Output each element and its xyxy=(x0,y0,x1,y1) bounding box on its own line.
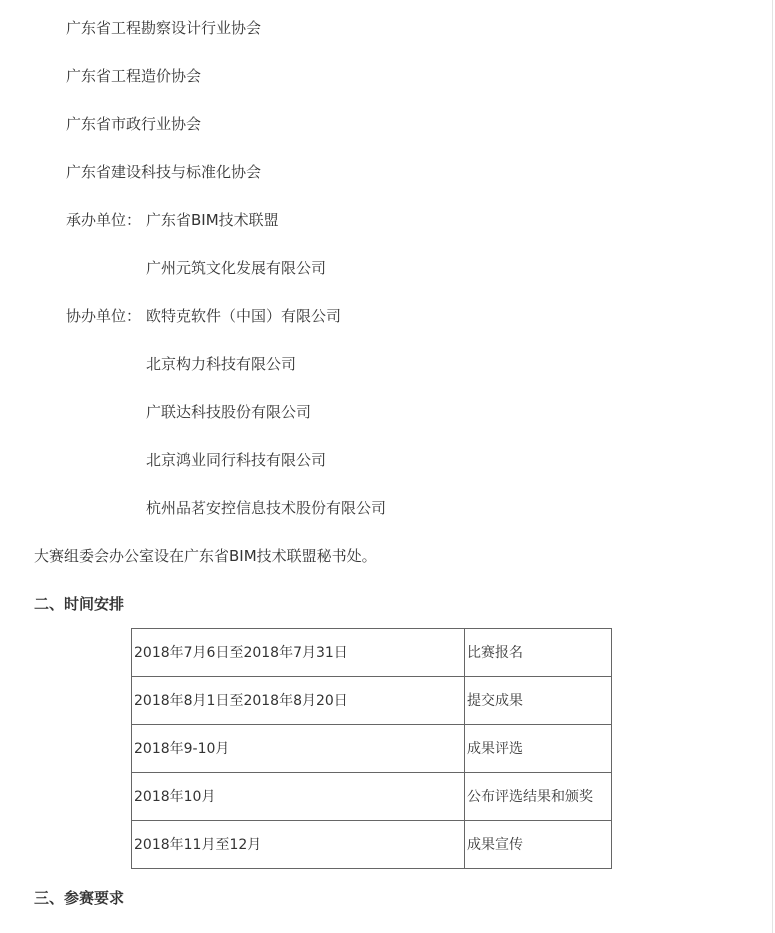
schedule-heading: 二、时间安排 xyxy=(34,595,125,613)
schedule-date-cell: 2018年11月至12月 xyxy=(132,821,465,869)
host-unit: 广州元筑文化发展有限公司 xyxy=(146,259,327,277)
assist-label: 协办单位： xyxy=(66,307,142,325)
assist-unit: 北京构力科技有限公司 xyxy=(146,355,297,373)
requirements-heading: 三、参赛要求 xyxy=(34,889,125,907)
schedule-date-cell: 2018年7月6日至2018年7月31日 xyxy=(132,629,465,677)
page-border-line xyxy=(772,0,773,933)
schedule-event-cell: 成果评选 xyxy=(465,725,612,773)
co-organizer-line: 广东省市政行业协会 xyxy=(66,115,202,133)
host-unit-row xyxy=(66,210,279,230)
table-row xyxy=(132,821,612,869)
table-row xyxy=(132,629,612,677)
assist-unit: 杭州品茗安控信息技术股份有限公司 xyxy=(146,499,387,517)
schedule-event-cell: 提交成果 xyxy=(465,677,612,725)
assist-unit: 广联达科技股份有限公司 xyxy=(146,403,312,421)
assist-unit-row xyxy=(66,306,341,326)
schedule-table xyxy=(131,628,612,869)
schedule-date-cell: 2018年9-10月 xyxy=(132,725,465,773)
co-organizer-line: 广东省工程勘察设计行业协会 xyxy=(66,19,262,37)
assist-unit: 北京鸿业同行科技有限公司 xyxy=(146,451,327,469)
host-label: 承办单位： xyxy=(66,211,142,229)
table-row xyxy=(132,677,612,725)
schedule-event-cell: 比赛报名 xyxy=(465,629,612,677)
co-organizer-line: 广东省建设科技与标准化协会 xyxy=(66,163,262,181)
schedule-event-cell: 公布评选结果和颁奖 xyxy=(465,773,612,821)
schedule-date-cell: 2018年10月 xyxy=(132,773,465,821)
host-unit: 广东省BIM技术联盟 xyxy=(146,211,279,229)
schedule-event-cell: 成果宣传 xyxy=(465,821,612,869)
table-row xyxy=(132,725,612,773)
co-organizer-line: 广东省工程造价协会 xyxy=(66,67,202,85)
schedule-date-cell: 2018年8月1日至2018年8月20日 xyxy=(132,677,465,725)
table-row xyxy=(132,773,612,821)
assist-unit: 欧特克软件（中国）有限公司 xyxy=(146,307,342,325)
office-note: 大赛组委会办公室设在广东省BIM技术联盟秘书处。 xyxy=(34,547,377,565)
